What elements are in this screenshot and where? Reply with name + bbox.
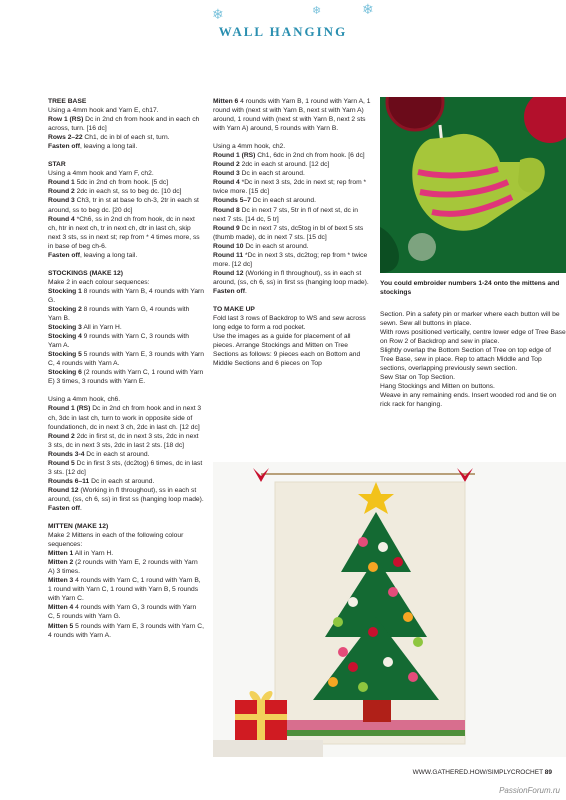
paragraph: Using a 4mm hook and Yarn F, ch2. (48, 170, 154, 178)
instruction-step (48, 178, 204, 187)
step-text: Dc in next 7 sts, dc5tog in bl of bext 5 sts (thumb made), dc in next 7 sts. [15 dc] (213, 224, 364, 241)
paragraph: Fold last 3 rows of Backdrop to WS and sew across long edge to form a rod pocket. (213, 315, 366, 332)
page-title: WALL HANGING (218, 24, 348, 39)
step-text: Dc in 2nd ch from hook and in next 3 ch, 3dc in last ch, turn to work in opposite side of foundationch, dc in next 3 ch, 2dc in last ch. [12 dc] (48, 405, 202, 431)
instruction-step (48, 558, 204, 576)
instruction-step (48, 549, 204, 558)
step-label: Round 11 (213, 251, 244, 259)
instruction-step (48, 305, 204, 323)
step-text: . (244, 287, 247, 295)
instruction-step (48, 196, 204, 214)
step-text: Dc in each st around. (239, 170, 305, 178)
page-header (0, 0, 566, 58)
section-heading: STOCKINGS (MAKE 12) (48, 269, 123, 277)
instruction-step (48, 486, 204, 504)
step-label: Mitten 5 (48, 622, 74, 630)
step-text: 9 rounds with Yarn C, 3 rounds with Yarn A. (48, 333, 190, 350)
step-label: Round 2 (48, 432, 75, 440)
paragraph: Using a 4mm hook, ch6. (48, 396, 121, 404)
instruction-step (48, 251, 204, 260)
step-label: Rounds 6–11 (48, 477, 90, 485)
step-label: Mitten 4 (48, 604, 74, 612)
step-label: Stocking 5 (48, 351, 82, 359)
step-text: 8 rounds with Yarn G, 4 rounds with Yarn B. (48, 305, 190, 323)
step-label: Round 4 (213, 179, 240, 187)
snowflake-icon: ❄ (312, 5, 322, 17)
instruction-step (213, 196, 371, 205)
mitten-photo (380, 97, 566, 273)
footer-url: WWW.GATHERED.HOW/SIMPLYCROCHET (412, 769, 543, 776)
step-label: Fasten off (48, 504, 80, 512)
instruction-step (48, 404, 204, 431)
page-number: 89 (544, 769, 552, 776)
instruction-step (48, 115, 204, 133)
spacer (48, 260, 204, 269)
step-label: Round 9 (213, 224, 240, 232)
paragraph: Section. Pin a safety pin or marker where each button will be sewn. Sew all buttons in place. (380, 311, 560, 328)
step-text: Dc in first 3 sts, (dc2tog) 6 times, dc in last 3 sts. [12 dc] (48, 459, 203, 476)
step-label: Stocking 2 (48, 305, 82, 313)
step-label: Fasten off (213, 287, 245, 295)
instruction-step (213, 169, 371, 178)
paragraph: Use the images as a guide for placement of all pieces. Arrange Stockings and Mitten on Tree Sections as follows: 9 pieces each on Bottom and Middle Sections and 6 pieces on Top (213, 333, 361, 368)
step-label: Rounds 5–7 (213, 197, 251, 205)
step-text: *Dc in next 3 sts, 2dc in next st; rep from * twice more. [15 dc] (213, 179, 367, 196)
section-heading: MITTEN (MAKE 12) (48, 523, 109, 531)
step-text: (2 rounds with Yarn E, 2 rounds with Yarn A) 3 times. (48, 559, 198, 576)
step-text: Ch3, tr in st at base fo ch-3, 2tr in each st around, ss to beg dc. [20 dc] (48, 197, 199, 214)
instruction-step (48, 133, 204, 142)
step-text: (2 rounds with Yarn C, 1 round with Yarn E) 3 times, 3 rounds with Yarn E. (48, 369, 204, 386)
instruction-step (213, 287, 371, 296)
step-text: 5 rounds with Yarn E, 3 rounds with Yarn C, 4 rounds with Yarn A. (48, 622, 204, 639)
section-heading: STAR (48, 161, 66, 169)
spacer (213, 296, 371, 305)
spacer (48, 386, 204, 395)
section-heading: TREE BASE (48, 98, 87, 105)
step-text: , leaving a long tail. (79, 251, 138, 259)
snowflake-icon: ❄ (362, 1, 374, 17)
spacer (48, 513, 204, 522)
step-label: Mitten 3 (48, 577, 74, 585)
text-column-2 (213, 97, 371, 368)
step-text: 2dc in each st around. [12 dc] (239, 161, 330, 169)
instruction-step (48, 287, 204, 305)
paragraph: Hang Stockings and Mitten on buttons. (380, 383, 495, 391)
instruction-step (48, 215, 204, 251)
step-text: *Ch6, ss in 2nd ch from hook, dc in next ch, htr in next ch, tr in next ch, dtr in last ch, skip next 3 sts, ss in next st; rep from * 4 times more, ss in base of beg ch-6. (48, 215, 200, 250)
instruction-step (213, 97, 371, 133)
instruction-step (213, 206, 371, 224)
instruction-step (48, 450, 204, 459)
step-label: Fasten off (48, 251, 80, 259)
step-label: Round 1 (RS) (213, 152, 256, 160)
text-column-3 (380, 310, 566, 410)
step-label: Mitten 1 (48, 550, 74, 558)
step-text: Dc in next 7 sts, 5tr in fl of next st, dc in next 7 sts. [14 dc, 5 tr] (213, 206, 358, 223)
instruction-step (48, 142, 204, 151)
step-text: 5dc in 2nd ch from hook. [5 dc] (74, 179, 169, 187)
step-text: Dc in each st around. (84, 450, 150, 458)
step-text: Ch1, dc in bl of each st, turn. (82, 134, 170, 142)
step-label: Round 12 (48, 486, 79, 494)
instruction-step (213, 251, 371, 269)
paragraph: With rows positioned vertically, centre lower edge of Tree Base on Row 2 of Backdrop and sew in place. (380, 329, 566, 346)
text-column-1 (48, 97, 204, 640)
instruction-step (48, 332, 204, 350)
step-text: *Dc in next 3 sts, dc2tog; rep from * twice more. [12 dc] (213, 251, 368, 268)
instruction-step (213, 269, 371, 287)
step-text: All in Yarn H. (73, 550, 114, 558)
step-label: Round 10 (213, 242, 244, 250)
instruction-step (213, 224, 371, 242)
instruction-step (48, 432, 204, 450)
step-text: 4 rounds with Yarn B, 1 round with Yarn A, 1 round with (next st with Yarn B, next st with Yarn A) around, 1 round with (next st with Yarn B, next 2 sts with Yarn A) around, 5 rounds with Yarn B. (213, 98, 371, 133)
wall-hanging-photo (213, 462, 566, 757)
step-label: Row 1 (RS) (48, 116, 84, 124)
photo-caption: You could embroider numbers 1-24 onto the mittens and stockings (380, 280, 560, 296)
paragraph: Weave in any remaining ends. Insert wooded rod and tie on rick rack for hanging. (380, 392, 557, 409)
step-label: Round 4 (48, 215, 75, 223)
spacer (213, 133, 371, 142)
spacer (48, 151, 204, 160)
paragraph: Make 2 Mittens in each of the following colour sequences: (48, 532, 184, 549)
snowflake-icon: ❄ (212, 6, 224, 22)
step-label: Round 5 (48, 459, 75, 467)
step-label: Stocking 6 (48, 369, 82, 377)
step-text: All in Yarn H. (81, 324, 122, 332)
step-text: Dc in each st around. (250, 197, 316, 205)
step-text: . (79, 504, 82, 512)
step-text: Dc in each st around. (89, 477, 155, 485)
step-label: Stocking 1 (48, 287, 82, 295)
instruction-step (213, 178, 371, 196)
instruction-step (213, 242, 371, 251)
step-label: Round 12 (213, 269, 244, 277)
step-text: (Working in fl throughout), ss in each st around, (ss, ch 6, ss) in first ss (hanging loop made). (48, 486, 204, 503)
step-text: , leaving a long tail. (79, 143, 138, 151)
instruction-step (213, 151, 371, 160)
step-text: Ch1, 6dc in 2nd ch from hook. [6 dc] (255, 152, 365, 160)
step-label: Mitten 6 (213, 98, 239, 105)
instruction-step (48, 368, 204, 386)
instruction-step (48, 504, 204, 513)
step-label: Rounds 3-4 (48, 450, 85, 458)
step-text: 2dc in first st, dc in next 3 sts, 2dc in next 3 sts, dc in next 3 sts, 2dc in last 2 sts. [18 dc] (48, 432, 199, 449)
step-label: Round 2 (213, 161, 240, 169)
step-text: 4 rounds with Yarn C, 1 round with Yarn B, 1 round with Yarn C, 1 round with Yarn B, 5 rounds with Yarn C. (48, 577, 201, 603)
instruction-step (48, 323, 204, 332)
instruction-step (48, 459, 204, 477)
step-text: 8 rounds with Yarn B, 4 rounds with Yarn G. (48, 287, 205, 304)
step-text: 4 rounds with Yarn G, 3 rounds with Yarn C, 5 rounds with Yarn G. (48, 604, 197, 621)
paragraph: Sew Star on Top Section. (380, 374, 455, 382)
watermark: PassionForum.ru (499, 786, 560, 795)
instruction-step (48, 350, 204, 368)
step-text: (Working in fl throughout), ss in each st around, (ss, ch 6, ss) in first ss (hanging loop made). (213, 269, 369, 286)
page-footer (413, 769, 552, 776)
step-label: Rows 2–22 (48, 134, 83, 142)
step-label: Fasten off (48, 143, 80, 151)
instruction-step (48, 576, 204, 603)
instruction-step (48, 603, 204, 621)
instruction-step (48, 477, 204, 486)
step-label: Mitten 2 (48, 559, 74, 567)
paragraph: Slightly overlap the Bottom Section of Tree on top edge of Tree Base, sew in place. Rep to attach Middle and Top sections, overlapping previously sewn section. (380, 347, 552, 373)
step-label: Stocking 3 (48, 324, 82, 332)
paragraph: Using a 4mm hook, ch2. (213, 143, 286, 151)
paragraph: Using a 4mm hook and Yarn E, ch17. (48, 107, 159, 115)
instruction-step (48, 622, 204, 640)
step-label: Round 3 (48, 197, 75, 205)
section-heading: TO MAKE UP (213, 305, 255, 313)
paragraph: Make 2 in each colour sequences: (48, 278, 150, 286)
step-text: Dc in 2nd ch from hook and in each ch across, turn. [16 dc] (48, 116, 200, 133)
step-label: Round 1 (48, 179, 75, 187)
step-label: Round 2 (48, 188, 75, 196)
step-label: Round 1 (RS) (48, 405, 91, 413)
step-label: Stocking 4 (48, 333, 82, 341)
step-text: 2dc in each st, ss to beg dc. [10 dc] (74, 188, 182, 196)
step-text: 5 rounds with Yarn E, 3 rounds with Yarn C, 4 rounds with Yarn A. (48, 351, 205, 368)
instruction-step (48, 187, 204, 196)
step-text: Dc in each st around. (243, 242, 309, 250)
instruction-step (213, 160, 371, 169)
step-label: Round 3 (213, 170, 240, 178)
step-label: Round 8 (213, 206, 240, 214)
